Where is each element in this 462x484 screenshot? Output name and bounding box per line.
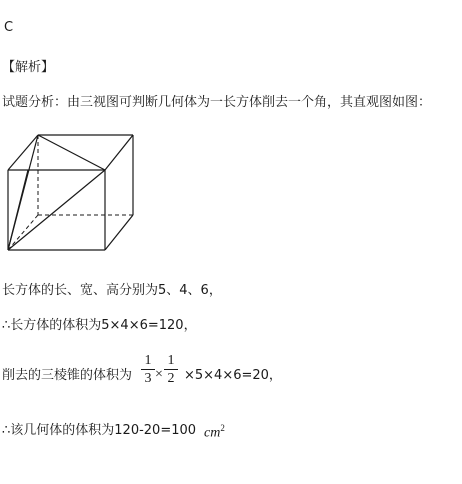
fraction-numerator: 1 bbox=[144, 353, 152, 368]
section-title: 【解析】 bbox=[2, 60, 55, 75]
times-sign: × bbox=[155, 367, 163, 382]
edge-bottom-right bbox=[105, 215, 133, 250]
unit-exponent: 2 bbox=[220, 423, 225, 433]
fraction-denominator: 3 bbox=[144, 371, 152, 386]
fraction-bar bbox=[141, 369, 155, 370]
fraction-one-half bbox=[164, 353, 178, 386]
answer-letter: C bbox=[4, 20, 14, 35]
dimensions-text: 长方体的长、宽、高分别为5、4、6， bbox=[2, 283, 222, 298]
unit-cm bbox=[204, 423, 225, 442]
cuboid-figure bbox=[0, 125, 140, 255]
cut-line-3 bbox=[8, 170, 105, 250]
result-text: ∴该几何体的体积为120-20=100 bbox=[2, 423, 197, 438]
edge-top-right bbox=[105, 135, 133, 170]
cut-line-1 bbox=[38, 135, 105, 170]
fraction-one-third bbox=[141, 353, 155, 386]
unit-text: cm bbox=[204, 425, 221, 441]
analysis-text: 试题分析：由三视图可判断几何体为一长方体削去一个角，其直观图如图： bbox=[2, 95, 432, 110]
pyramid-prefix: 削去的三棱锥的体积为 bbox=[2, 368, 133, 383]
fraction-bar bbox=[164, 369, 178, 370]
pyramid-suffix: ×5×4×6=20， bbox=[184, 368, 282, 383]
fraction-numerator: 1 bbox=[167, 353, 175, 368]
fraction-denominator: 2 bbox=[167, 371, 175, 386]
box-volume-text: ∴长方体的体积为5×4×6=120， bbox=[2, 318, 197, 333]
